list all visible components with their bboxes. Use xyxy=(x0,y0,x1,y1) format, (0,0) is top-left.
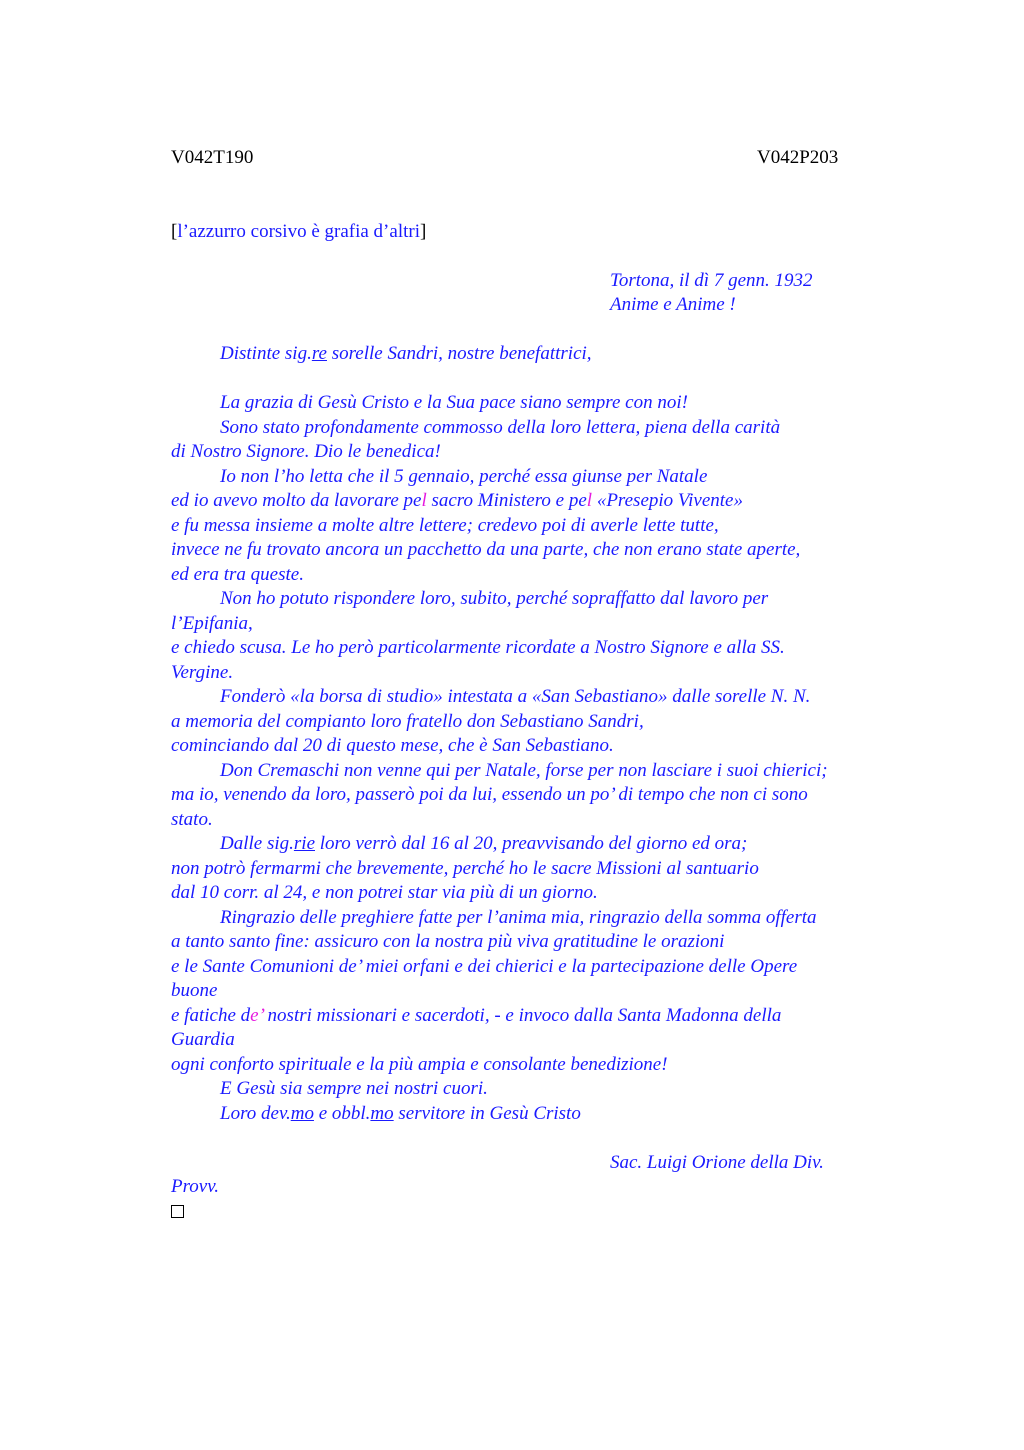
salutation: Distinte sig.re sorelle Sandri, nostre benefattrici, xyxy=(220,343,592,364)
abbrev-superscript: mo xyxy=(290,1102,314,1124)
letter-line: ed era tra queste. xyxy=(171,563,304,585)
header-left-code: V042T190 xyxy=(171,147,254,168)
letter-line: Non ho potuto rispondere loro, subito, perché sopraffatto dal lavoro per xyxy=(220,588,769,609)
abbrev-superscript: re xyxy=(311,343,327,364)
letter-line: Dalle sig.rie loro verrò dal 16 al 20, preavvisando del giorno ed ora; xyxy=(220,833,748,854)
letter-line: Ringrazio delle preghiere fatte per l’anima mia, ringrazio della somma offerta xyxy=(220,906,817,928)
letter-line: Vergine. xyxy=(171,661,234,683)
correction-mark: l xyxy=(586,490,593,511)
blank-line xyxy=(171,1126,891,1151)
dateline-place-date: Tortona, il dì 7 genn. 1932 xyxy=(610,270,813,291)
signature-line: Sac. Luigi Orione della Div. xyxy=(610,1151,824,1173)
abbrev-superscript: rie xyxy=(293,833,315,854)
dateline-motto: Anime e Anime ! xyxy=(610,294,736,315)
blank-line xyxy=(171,367,891,392)
end-marker-row xyxy=(171,1200,891,1222)
note-close-bracket: ] xyxy=(419,221,427,242)
closing-line: Loro dev.mo e obbl.mo servitore in Gesù Cristo xyxy=(220,1102,581,1124)
letter-line: Io non l’ho letta che il 5 gennaio, perché essa giunse per Natale xyxy=(220,465,708,487)
letter-line: a tanto santo fine: assicuro con la nostra più viva gratitudine le orazioni xyxy=(171,931,725,952)
note-open-bracket: [ xyxy=(171,221,178,242)
letter-line: non potrò fermarmi che brevemente, perché ho le sacre Missioni al santuario xyxy=(171,857,759,879)
letter-body xyxy=(171,342,891,1222)
letter-line: e fatiche de’ nostri missionari e sacerdoti, - e invoco dalla Santa Madonna della xyxy=(171,1004,782,1026)
letter-line: e chiedo scusa. Le ho però particolarmente ricordate a Nostro Signore e alla SS. xyxy=(171,637,785,658)
note-text: l’azzurro corsivo è grafia d’altri xyxy=(177,221,420,242)
correction-mark: l xyxy=(421,490,427,511)
letter-line: La grazia di Gesù Cristo e la Sua pace siano sempre con noi! xyxy=(220,392,688,413)
letter-line: E Gesù sia sempre nei nostri cuori. xyxy=(220,1078,488,1099)
letter-line: Don Cremaschi non venne qui per Natale, forse per non lasciare i suoi chierici; xyxy=(220,759,828,781)
letter-line: stato. xyxy=(171,808,213,830)
letter-line: e le Sante Comunioni de’ miei orfani e dei chierici e la partecipazione delle Opere xyxy=(171,955,798,977)
letter-line: cominciando dal 20 di questo mese, che è San Sebastiano. xyxy=(171,735,614,756)
letter-line: invece ne fu trovato ancora un pacchetto da una parte, che non erano state aperte, xyxy=(171,539,801,560)
letter-line: ed io avevo molto da lavorare pel sacro Ministero e pel «Presepio Vivente» xyxy=(171,490,743,511)
correction-mark: e’ xyxy=(250,1004,263,1026)
letter-line: l’Epifania, xyxy=(171,612,253,634)
letter-line: dal 10 corr. al 24, e non potrei star via più di un giorno. xyxy=(171,882,598,903)
letter-line: ogni conforto spirituale e la più ampia e consolante benedizione! xyxy=(171,1053,668,1075)
letter-line: di Nostro Signore. Dio le benedica! xyxy=(171,441,441,462)
letter-line: Guardia xyxy=(171,1029,235,1050)
letter-line: ma io, venendo da loro, passerò poi da lui, essendo un po’ di tempo che non ci sono xyxy=(171,784,808,805)
letter-line: buone xyxy=(171,980,218,1001)
signature-line-continued: Provv. xyxy=(171,1176,220,1197)
square-end-icon xyxy=(171,1205,184,1218)
letter-line: e fu messa insieme a molte altre lettere; credevo poi di averle lette tutte, xyxy=(171,514,719,536)
header-right-code: V042P203 xyxy=(757,147,839,168)
editorial-note xyxy=(171,220,426,244)
letter-line: Sono stato profondamente commosso della loro lettera, piena della carità xyxy=(220,416,781,438)
letter-line: a memoria del compianto loro fratello don Sebastiano Sandri, xyxy=(171,710,644,732)
letter-line: Fonderò «la borsa di studio» intestata a «San Sebastiano» dalle sorelle N. N. xyxy=(220,686,811,707)
abbrev-superscript: mo xyxy=(370,1102,394,1124)
